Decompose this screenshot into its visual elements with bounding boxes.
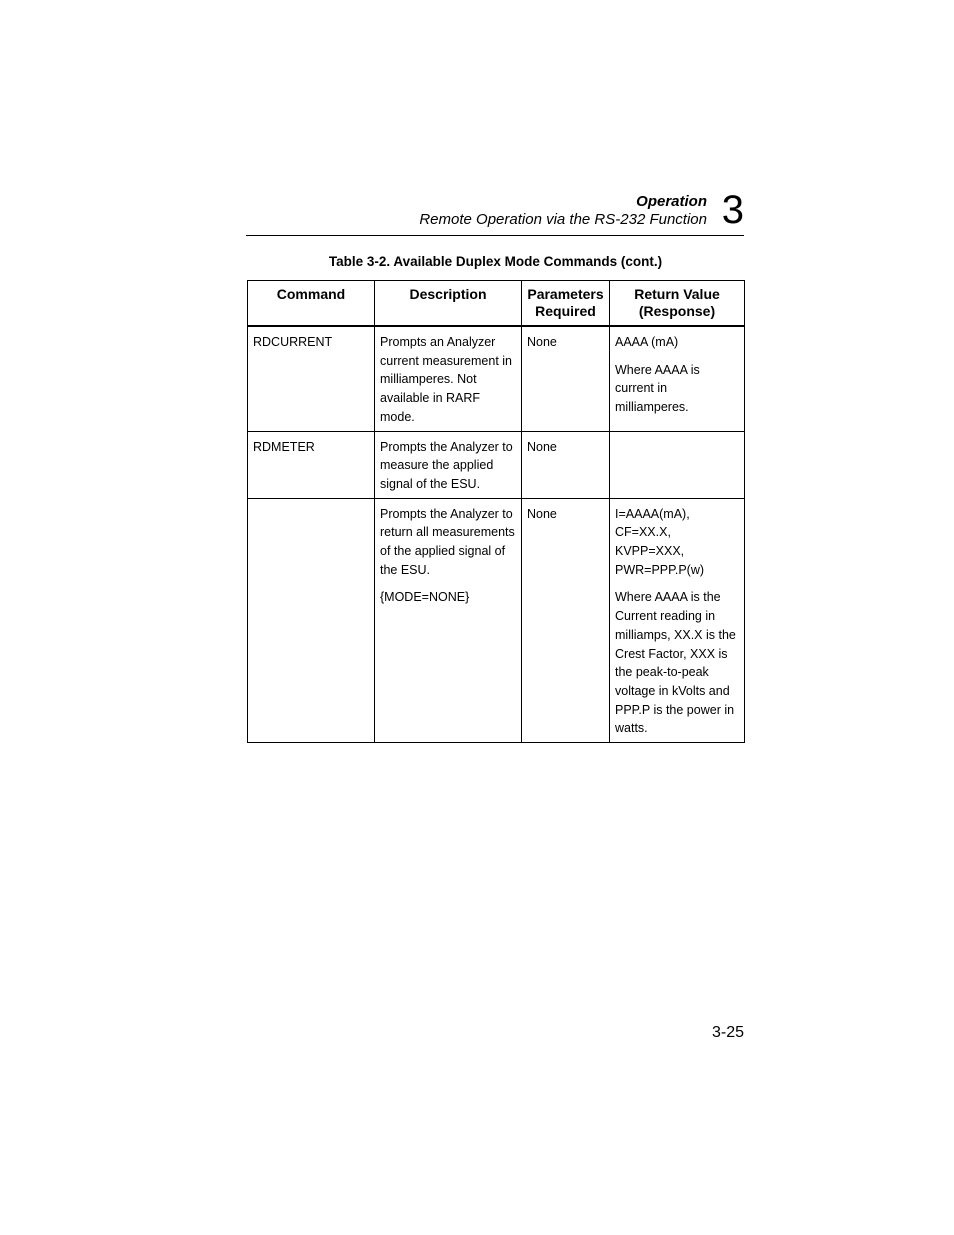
running-header (246, 190, 744, 236)
column-header-parameters: Parameters Required (522, 281, 610, 327)
column-header-command: Command (248, 281, 375, 327)
table-header-row (248, 281, 745, 327)
return-value-note: Where AAAA is the Current reading in milliamps, XX.X is the Crest Factor, XXX is the peak-to-peak voltage in kVolts and PPP.P is the power in watts. (615, 590, 736, 736)
section-title: Operation (636, 193, 707, 210)
chapter-number: 3 (721, 188, 744, 232)
parameters-cell: None (522, 498, 610, 742)
page-number: 3-25 (711, 1024, 744, 1041)
return-value-cell (610, 431, 745, 498)
table-row (248, 498, 745, 742)
return-value-cell (610, 326, 745, 431)
table-row (248, 431, 745, 498)
return-value-text: AAAA (mA) (615, 335, 679, 349)
table-row (248, 326, 745, 431)
column-header-description: Description (375, 281, 522, 327)
description-cell (375, 498, 522, 742)
parameters-cell: None (522, 431, 610, 498)
description-text: Prompts the Analyzer to measure the applied signal of the ESU. (380, 439, 513, 491)
column-header-return-value: Return Value (Response) (610, 281, 745, 327)
description-mode-text: {MODE=NONE} (380, 590, 470, 605)
return-value-note: Where AAAA is current in milliamperes. (615, 362, 700, 415)
parameters-cell: None (522, 326, 610, 431)
table-caption: Table 3-2. Available Duplex Mode Commands (cont.) (328, 254, 663, 269)
command-cell: RDMETER (248, 431, 375, 498)
description-text: Prompts an Analyzer current measurement in milliamperes. Not available in RARF mode. (380, 335, 513, 424)
command-cell: RDCURRENT (248, 326, 375, 431)
command-cell (248, 498, 375, 742)
duplex-commands-table (247, 280, 745, 743)
description-cell (375, 431, 522, 498)
section-subtitle: Remote Operation via the RS-232 Function (419, 211, 707, 228)
header-text-block (419, 192, 707, 229)
return-value-cell (610, 498, 745, 742)
description-text: Prompts the Analyzer to return all measurements of the applied signal of the ESU. (380, 506, 515, 577)
description-cell (375, 326, 522, 431)
return-value-text: I=AAAA(mA), CF=XX.X, KVPP=XXX, PWR=PPP.P(w) (615, 506, 705, 577)
